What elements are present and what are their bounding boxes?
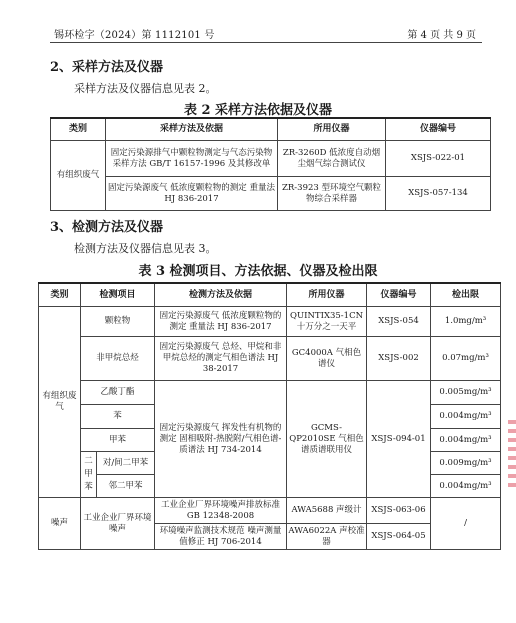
instrument-cell: AWA5688 声级计 (287, 498, 367, 524)
method-cell: 固定污染源废气 低浓度颗粒物的测定 重量法 HJ 836-2017 (155, 307, 287, 337)
document-number: 锡环检字（2024）第 1112101 号 (54, 30, 215, 41)
column-header: 检测方法及依据 (155, 283, 287, 307)
category-cell: 有组织废气 (39, 307, 81, 498)
section-2-intro: 采样方法及仪器信息见表 2。 (74, 82, 217, 95)
instrument-cell: GCMS-QP2010SE 气相色谱质谱联用仪 (287, 381, 367, 498)
instrument-number-cell: XSJS-002 (367, 337, 431, 381)
test-item-cell: 邻二甲苯 (97, 475, 155, 498)
sampling-methods-table (50, 117, 491, 211)
test-item-cell: 对/间二甲苯 (97, 452, 155, 475)
instrument-cell: ZR-3923 型环境空气颗粒物综合采样器 (278, 177, 386, 211)
instrument-number-cell: XSJS-064-05 (367, 524, 431, 550)
method-cell: 工业企业厂界环境噪声排放标准 GB 12348-2008 (155, 498, 287, 524)
category-cell: 有组织废气 (51, 141, 106, 211)
test-item-cell: 甲苯 (81, 429, 155, 452)
column-header: 类别 (51, 118, 106, 141)
header-divider (50, 42, 482, 43)
detection-limit-cell: 1.0mg/m³ (431, 307, 501, 337)
column-header: 类别 (39, 283, 81, 307)
detection-limit-cell: 0.004mg/m³ (431, 475, 501, 498)
seal-stamp-edge (508, 420, 516, 490)
detection-limit-cell: 0.005mg/m³ (431, 381, 501, 405)
method-cell: 固定污染源废气 挥发性有机物的测定 固相吸附-热脱附/气相色谱-质谱法 HJ 734-2014 (155, 381, 287, 498)
test-item-cell: 乙酸丁酯 (81, 381, 155, 405)
instrument-number-cell: XSJS-063-06 (367, 498, 431, 524)
table-row (51, 177, 491, 211)
column-header: 仪器编号 (386, 118, 491, 141)
test-item-cell: 工业企业厂界环境噪声 (81, 498, 155, 550)
instrument-number-cell: XSJS-054 (367, 307, 431, 337)
instrument-number-cell: XSJS-057-134 (386, 177, 491, 211)
instrument-cell: GC4000A 气相色谱仪 (287, 337, 367, 381)
test-item-cell: 颗粒物 (81, 307, 155, 337)
column-header: 所用仪器 (278, 118, 386, 141)
section-3-heading: 3、检测方法及仪器 (50, 220, 164, 235)
column-header: 所用仪器 (287, 283, 367, 307)
table-row (39, 498, 501, 524)
method-cell: 环境噪声监测技术规范 噪声测量值修正 HJ 706-2014 (155, 524, 287, 550)
detection-limit-cell: 0.004mg/m³ (431, 405, 501, 429)
column-header: 检测项目 (81, 283, 155, 307)
xylene-group-cell: 二甲苯 (81, 452, 97, 498)
table-row (39, 381, 501, 405)
section-2-heading: 2、采样方法及仪器 (50, 60, 164, 75)
testing-methods-table (38, 282, 501, 550)
detection-limit-cell: 0.009mg/m³ (431, 452, 501, 475)
table-header-row (51, 118, 491, 141)
detection-limit-cell: / (431, 498, 501, 550)
detection-limit-cell: 0.07mg/m³ (431, 337, 501, 381)
table-header-row (39, 283, 501, 307)
column-header: 采样方法及依据 (106, 118, 278, 141)
column-header: 仪器编号 (367, 283, 431, 307)
table-row (39, 307, 501, 337)
method-cell: 固定污染源排气中颗粒物测定与气态污染物采样方法 GB/T 16157-1996 及其修改单 (106, 141, 278, 177)
instrument-cell: QUINTIX35-1CN 十万分之一天平 (287, 307, 367, 337)
column-header: 检出限 (431, 283, 501, 307)
table-row (39, 337, 501, 381)
test-item-cell: 苯 (81, 405, 155, 429)
instrument-number-cell: XSJS-022-01 (386, 141, 491, 177)
instrument-number-cell: XSJS-094-01 (367, 381, 431, 498)
method-cell: 固定污染源废气 低浓度颗粒物的测定 重量法 HJ 836-2017 (106, 177, 278, 211)
table-2-caption: 表 2 采样方法依据及仪器 (183, 103, 333, 118)
table-3-caption: 表 3 检测项目、方法依据、仪器及检出限 (138, 264, 378, 279)
instrument-cell: AWA6022A 声校准器 (287, 524, 367, 550)
section-3-intro: 检测方法及仪器信息见表 3。 (74, 242, 217, 255)
table-row (51, 141, 491, 177)
method-cell: 固定污染源废气 总烃、甲烷和非甲烷总烃的测定气相色谱法 HJ 38-2017 (155, 337, 287, 381)
test-item-cell: 非甲烷总烃 (81, 337, 155, 381)
detection-limit-cell: 0.004mg/m³ (431, 429, 501, 452)
page-indicator: 第 4 页 共 9 页 (407, 30, 476, 41)
category-cell: 噪声 (39, 498, 81, 550)
instrument-cell: ZR-3260D 低浓度自动烟尘烟气综合测试仪 (278, 141, 386, 177)
